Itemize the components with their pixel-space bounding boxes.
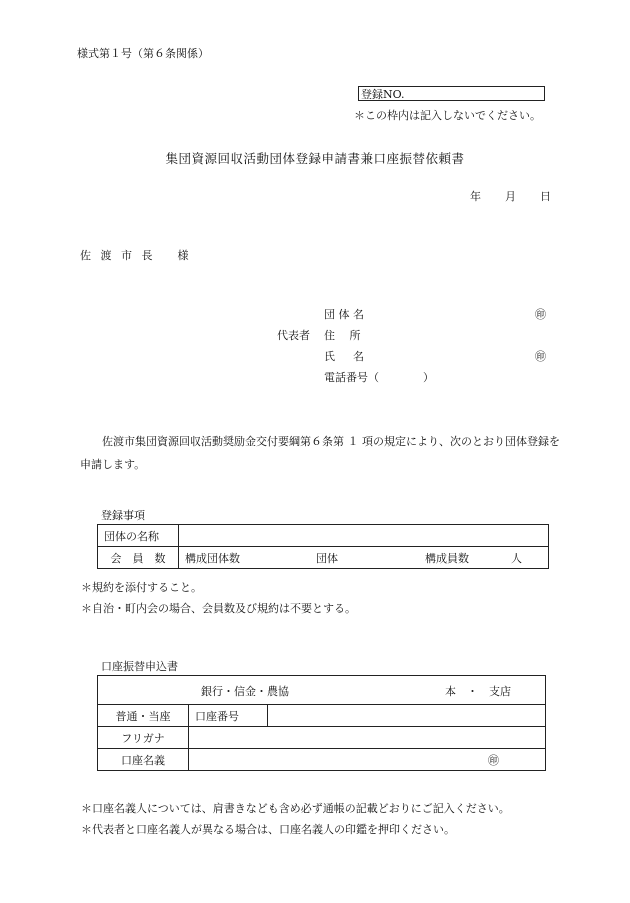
account-number-field[interactable]	[268, 705, 546, 727]
date-day: 日	[540, 190, 551, 203]
group-name-field[interactable]	[179, 525, 549, 547]
groups-unit: 団体	[286, 547, 368, 569]
representative-label: 代表者	[277, 329, 310, 342]
document-title: 集団資源回収活動団体登録申請書兼口座振替依頼書	[165, 151, 465, 166]
members-count-label: 構成員数	[368, 547, 475, 569]
bank-branch-row[interactable]	[98, 676, 546, 705]
registration-items-label: 登録事項	[101, 509, 145, 522]
member-groups-label: 構成団体数	[179, 547, 287, 569]
phone-label: 電話番号（ ）	[324, 371, 434, 384]
group-name-label: 団 体 名	[324, 308, 364, 321]
persons-unit: 人	[475, 547, 549, 569]
date-line	[470, 188, 551, 204]
registration-note-2: ＊自治・町内会の場合、会員数及び規約は不要とする。	[81, 602, 356, 615]
bank-transfer-table	[97, 675, 546, 771]
bank-note-1: ＊口座名義人については、肩書きなども含め必ず通帳の記載どおりにご記入ください。	[81, 802, 510, 815]
furigana-label: フリガナ	[98, 727, 189, 749]
bank-types: 銀行・信金・農協	[201, 685, 289, 698]
table-row	[98, 676, 546, 705]
account-holder-field[interactable]	[189, 749, 546, 771]
registration-note: ＊この枠内は記入しないでください。	[354, 109, 541, 122]
table-row	[98, 547, 549, 569]
table-row	[98, 749, 546, 771]
account-holder-label: 口座名義	[98, 749, 189, 771]
addressee	[80, 247, 192, 263]
date-month: 月	[505, 190, 516, 203]
registration-table	[97, 524, 549, 569]
registration-note-1: ＊規約を添付すること。	[81, 581, 202, 594]
table-row	[98, 525, 549, 547]
account-number-label: 口座番号	[189, 705, 268, 727]
addressee-honorific: 様	[177, 249, 192, 262]
name-seal-icon: ㊞	[535, 350, 546, 363]
bank-transfer-label: 口座振替申込書	[101, 660, 178, 673]
bank-note-2: ＊代表者と口座名義人が異なる場合は、口座名義人の印鑑を押印ください。	[81, 823, 455, 836]
table-row	[98, 727, 546, 749]
addressee-name: 佐 渡 市 長	[80, 249, 156, 262]
form-number: 様式第１号（第６条関係）	[77, 47, 209, 60]
branch-types: 本 ・ 支店	[445, 685, 511, 698]
name-label: 氏 名	[324, 350, 364, 363]
group-name-header: 団体の名称	[98, 525, 179, 547]
furigana-field[interactable]	[189, 727, 546, 749]
date-year: 年	[470, 190, 481, 203]
application-statement: 佐渡市集団資源回収活動奨励金交付要綱第６条第 １ 項の規定により、次のとおり団体登録を申請します。	[80, 435, 560, 471]
registration-no-label: 登録NO.	[361, 88, 405, 101]
members-header: 会 員 数	[98, 547, 179, 569]
account-seal-icon: ㊞	[488, 753, 499, 767]
group-seal-icon: ㊞	[535, 308, 546, 321]
registration-no-box	[358, 86, 545, 101]
address-label: 住 所	[324, 329, 361, 342]
account-type: 普通・当座	[98, 705, 189, 727]
table-row	[98, 705, 546, 727]
